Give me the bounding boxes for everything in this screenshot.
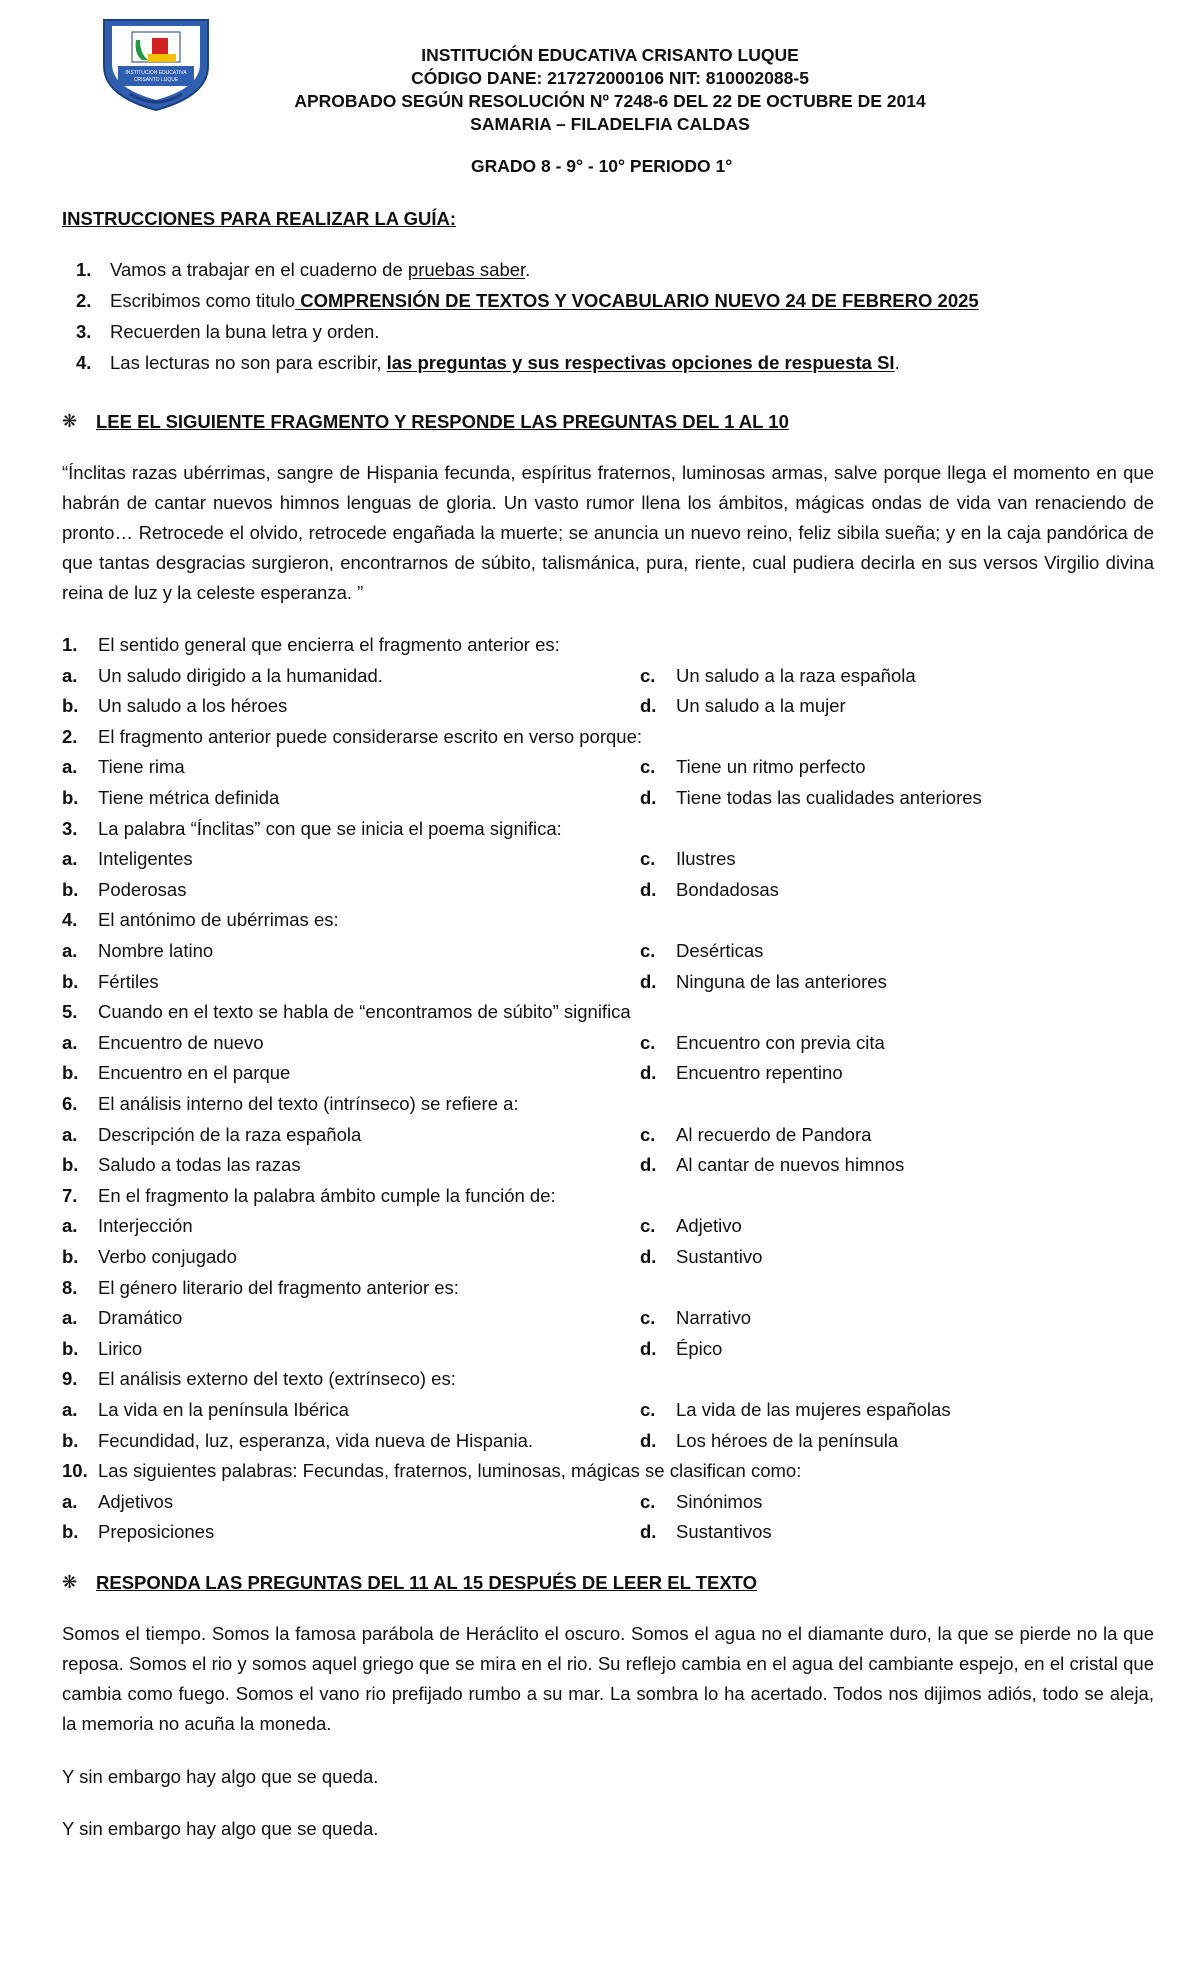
option-letter: d. bbox=[640, 1154, 657, 1176]
question-row bbox=[62, 1456, 1154, 1486]
instruction-number: 1. bbox=[76, 259, 92, 280]
option-letter: b. bbox=[62, 1337, 79, 1359]
option-a: Descripción de la raza española bbox=[98, 1123, 362, 1145]
option-letter: d. bbox=[640, 1521, 657, 1543]
option-b: Preposiciones bbox=[98, 1521, 215, 1543]
instruction-number: 2. bbox=[76, 290, 92, 311]
option-letter: b. bbox=[62, 1154, 79, 1176]
question-row bbox=[62, 814, 1154, 844]
options-row bbox=[62, 1150, 1154, 1180]
question-number: 10. bbox=[62, 1460, 88, 1482]
options-row bbox=[62, 1058, 1154, 1088]
section2-closing-line: Y sin embargo hay algo que se queda. bbox=[62, 1766, 379, 1787]
option-a: Nombre latino bbox=[98, 940, 214, 961]
section2-title: RESPONDA LAS PREGUNTAS DEL 11 AL 15 DESPUÉS DE LEER EL TEXTO bbox=[96, 1572, 758, 1593]
option-a: Adjetivos bbox=[98, 1490, 174, 1512]
question-row bbox=[62, 1273, 1154, 1303]
option-c: Encuentro con previa cita bbox=[676, 1031, 885, 1053]
option-b: Verbo conjugado bbox=[98, 1246, 237, 1267]
option-letter: a. bbox=[62, 1031, 78, 1053]
option-letter: a. bbox=[62, 1490, 78, 1512]
option-letter: c. bbox=[640, 1399, 656, 1420]
option-letter: c. bbox=[640, 664, 656, 686]
instruction-text: Las lecturas no son para escribir, las preguntas y sus respectivas opciones de respuesta SI. bbox=[110, 352, 900, 373]
option-letter: b. bbox=[62, 787, 79, 808]
option-letter: c. bbox=[640, 1307, 656, 1329]
section1-title: LEE EL SIGUIENTE FRAGMENTO Y RESPONDE LAS PREGUNTAS DEL 1 AL 10 bbox=[96, 411, 789, 432]
question-row bbox=[62, 997, 1154, 1027]
option-d: Bondadosas bbox=[676, 878, 779, 900]
school-crest-logo bbox=[96, 14, 216, 114]
option-letter: c. bbox=[640, 1215, 656, 1237]
options-row bbox=[62, 1028, 1154, 1058]
option-a: Interjección bbox=[98, 1215, 193, 1237]
question-row bbox=[62, 905, 1154, 935]
options-row bbox=[62, 1303, 1154, 1333]
question-row bbox=[62, 722, 1154, 752]
option-b: Fértiles bbox=[98, 970, 159, 992]
options-row bbox=[62, 1242, 1154, 1272]
option-letter: a. bbox=[62, 1399, 78, 1420]
option-letter: c. bbox=[640, 756, 656, 778]
option-d: Un saludo a la mujer bbox=[676, 695, 846, 717]
question-number: 8. bbox=[62, 1276, 78, 1298]
section-bullet-icon: ❋ bbox=[62, 411, 78, 431]
option-b: Un saludo a los héroes bbox=[98, 695, 288, 717]
instruction-text: Vamos a trabajar en el cuaderno de pruebas saber. bbox=[110, 259, 531, 280]
options-row bbox=[62, 1517, 1154, 1547]
question-text: La palabra “Ínclitas” con que se inicia el poema significa: bbox=[98, 817, 562, 839]
svg-text:CRISANTO LUQUE: CRISANTO LUQUE bbox=[133, 77, 179, 83]
instruction-text: Recuerden la buna letra y orden. bbox=[110, 321, 380, 342]
options-row bbox=[62, 1426, 1154, 1456]
option-c: Ilustres bbox=[676, 848, 736, 870]
option-letter: c. bbox=[640, 1123, 656, 1145]
option-letter: d. bbox=[640, 787, 657, 808]
option-letter: b. bbox=[62, 695, 79, 717]
option-a: Encuentro de nuevo bbox=[98, 1031, 264, 1053]
option-letter: b. bbox=[62, 1429, 79, 1451]
option-letter: b. bbox=[62, 878, 79, 900]
options-row bbox=[62, 967, 1154, 997]
option-letter: d. bbox=[640, 695, 657, 717]
question-row bbox=[62, 1181, 1154, 1211]
question-number: 7. bbox=[62, 1184, 78, 1206]
option-letter: a. bbox=[62, 664, 78, 686]
option-letter: a. bbox=[62, 1123, 78, 1145]
option-c: Al recuerdo de Pandora bbox=[676, 1123, 872, 1145]
option-a: Un saludo dirigido a la humanidad. bbox=[98, 664, 383, 686]
option-letter: d. bbox=[640, 1246, 657, 1267]
question-number: 4. bbox=[62, 909, 78, 931]
option-letter: a. bbox=[62, 940, 78, 961]
question-number: 2. bbox=[62, 725, 78, 747]
question-number: 6. bbox=[62, 1093, 78, 1114]
option-letter: d. bbox=[640, 878, 657, 900]
section-bullet-icon: ❋ bbox=[62, 1572, 78, 1592]
instruction-item bbox=[76, 320, 91, 343]
instruction-item bbox=[76, 289, 91, 312]
question-text: Las siguientes palabras: Fecundas, fraternos, luminosas, mágicas se clasifican como: bbox=[98, 1460, 802, 1482]
question-number: 3. bbox=[62, 817, 78, 839]
option-c: Sinónimos bbox=[676, 1490, 763, 1512]
question-number: 5. bbox=[62, 1001, 78, 1023]
options-row bbox=[62, 844, 1154, 874]
option-letter: b. bbox=[62, 1062, 79, 1084]
option-b: Tiene métrica definida bbox=[98, 787, 280, 808]
option-a: Dramático bbox=[98, 1307, 183, 1329]
option-d: Encuentro repentino bbox=[676, 1062, 843, 1084]
school-resolution: APROBADO SEGÚN RESOLUCIÓN Nº 7248-6 DEL 22 DE OCTUBRE DE 2014 bbox=[294, 91, 926, 111]
option-b: Lirico bbox=[98, 1337, 143, 1359]
option-letter: d. bbox=[640, 1429, 657, 1451]
grade-period: GRADO 8 - 9° - 10° PERIODO 1° bbox=[471, 156, 733, 176]
option-a: Inteligentes bbox=[98, 848, 193, 870]
option-c: Un saludo a la raza española bbox=[676, 664, 916, 686]
option-d: Ninguna de las anteriores bbox=[676, 970, 887, 992]
option-c: Tiene un ritmo perfecto bbox=[676, 756, 866, 778]
options-row bbox=[62, 691, 1154, 721]
school-location: SAMARIA – FILADELFIA CALDAS bbox=[470, 114, 750, 134]
option-letter: d. bbox=[640, 1062, 657, 1084]
options-row bbox=[62, 1211, 1154, 1241]
section1-passage: “Ínclitas razas ubérrimas, sangre de Hispania fecunda, espíritus fraternos, luminosas armas, salve porque llega el momento en que habrán de cantar nuevos himnos lenguas de gloria. Un vasto rumor llena los ámbitos, mágicas ondas de vida van renaciendo de pronto… Retrocede el olvido, retrocede engañada la muerte; se anuncia un nuevo reino, feliz sibila sueña; y en la caja pandórica de que tantas desgracias surgieron, encontrarnos de súbito, talismánica, pura, riente, cual pudiera decirla en sus versos Virgilio divina reina de luz y la celeste esperanza. ” bbox=[62, 462, 1154, 603]
options-row bbox=[62, 936, 1154, 966]
option-letter: d. bbox=[640, 1337, 657, 1359]
option-d: Tiene todas las cualidades anteriores bbox=[676, 787, 982, 808]
option-c: Adjetivo bbox=[676, 1215, 742, 1237]
question-number: 9. bbox=[62, 1368, 78, 1390]
option-b: Saludo a todas las razas bbox=[98, 1154, 301, 1176]
option-letter: a. bbox=[62, 1215, 78, 1237]
option-letter: c. bbox=[640, 1490, 656, 1512]
instruction-item bbox=[76, 258, 91, 281]
option-letter: b. bbox=[62, 970, 79, 992]
question-text: En el fragmento la palabra ámbito cumple la función de: bbox=[98, 1184, 556, 1206]
school-name: INSTITUCIÓN EDUCATIVA CRISANTO LUQUE bbox=[421, 45, 799, 65]
question-text: El análisis interno del texto (intrínseco) se refiere a: bbox=[98, 1093, 519, 1114]
question-row bbox=[62, 1364, 1154, 1394]
options-row bbox=[62, 783, 1154, 813]
option-d: Épico bbox=[676, 1337, 723, 1359]
option-b: Poderosas bbox=[98, 878, 187, 900]
option-letter: a. bbox=[62, 1307, 78, 1329]
question-text: El fragmento anterior puede considerarse escrito en verso porque: bbox=[98, 725, 642, 747]
options-row bbox=[62, 752, 1154, 782]
question-row bbox=[62, 1089, 1154, 1119]
instruction-item bbox=[76, 351, 91, 374]
options-row bbox=[62, 661, 1154, 691]
section2-passage: Somos el tiempo. Somos la famosa parábola de Heráclito el oscuro. Somos el agua no el diamante duro, la que se pierde no la que reposa. Somos el rio y somos aquel griego que se mira en el rio. Su reflejo cambia en el agua del cambiante espejo, en el cristal que cambia como fuego. Somos el vano rio prefijado rumbo a su mar. La sombra lo ha acertado. Todos nos dijimos adiós, todo se aleja, la memoria no acuña la moneda. bbox=[62, 1623, 1154, 1734]
option-b: Encuentro en el parque bbox=[98, 1062, 291, 1084]
option-letter: a. bbox=[62, 848, 78, 870]
question-row bbox=[62, 630, 1154, 660]
option-letter: c. bbox=[640, 848, 656, 870]
option-letter: b. bbox=[62, 1246, 79, 1267]
options-row bbox=[62, 875, 1154, 905]
school-code: CÓDIGO DANE: 217272000106 NIT: 810002088-5 bbox=[411, 68, 809, 88]
question-text: El antónimo de ubérrimas es: bbox=[98, 909, 339, 931]
question-number: 1. bbox=[62, 634, 78, 655]
options-row bbox=[62, 1334, 1154, 1364]
option-d: Sustantivo bbox=[676, 1246, 763, 1267]
option-letter: b. bbox=[62, 1521, 79, 1543]
instruction-number: 3. bbox=[76, 321, 92, 342]
option-d: Al cantar de nuevos himnos bbox=[676, 1154, 905, 1176]
section2-closing-line: Y sin embargo hay algo que se queda. bbox=[62, 1818, 379, 1839]
option-letter: a. bbox=[62, 756, 78, 778]
option-letter: c. bbox=[640, 1031, 656, 1053]
option-c: Narrativo bbox=[676, 1307, 752, 1329]
instructions-title: INSTRUCCIONES PARA REALIZAR LA GUÍA: bbox=[62, 208, 456, 229]
option-b: Fecundidad, luz, esperanza, vida nueva de Hispania. bbox=[98, 1429, 534, 1451]
svg-text:INSTITUCION EDUCATIVA: INSTITUCION EDUCATIVA bbox=[125, 70, 187, 76]
option-c: Desérticas bbox=[676, 940, 764, 961]
options-row bbox=[62, 1395, 1154, 1425]
option-c: La vida de las mujeres españolas bbox=[676, 1399, 951, 1420]
option-a: Tiene rima bbox=[98, 756, 185, 778]
option-letter: c. bbox=[640, 940, 656, 961]
question-text: El análisis externo del texto (extrínseco) es: bbox=[98, 1368, 456, 1390]
option-a: La vida en la península Ibérica bbox=[98, 1399, 349, 1420]
instruction-number: 4. bbox=[76, 352, 92, 373]
options-row bbox=[62, 1120, 1154, 1150]
options-row bbox=[62, 1487, 1154, 1517]
instruction-text: Escribimos como titulo COMPRENSIÓN DE TEXTOS Y VOCABULARIO NUEVO 24 DE FEBRERO 2025 bbox=[110, 290, 979, 311]
question-text: El sentido general que encierra el fragmento anterior es: bbox=[98, 634, 560, 655]
option-letter: d. bbox=[640, 970, 657, 992]
question-text: El género literario del fragmento anterior es: bbox=[98, 1276, 459, 1298]
option-d: Sustantivos bbox=[676, 1521, 772, 1543]
question-text: Cuando en el texto se habla de “encontramos de súbito” significa bbox=[98, 1001, 631, 1023]
option-d: Los héroes de la península bbox=[676, 1429, 899, 1451]
